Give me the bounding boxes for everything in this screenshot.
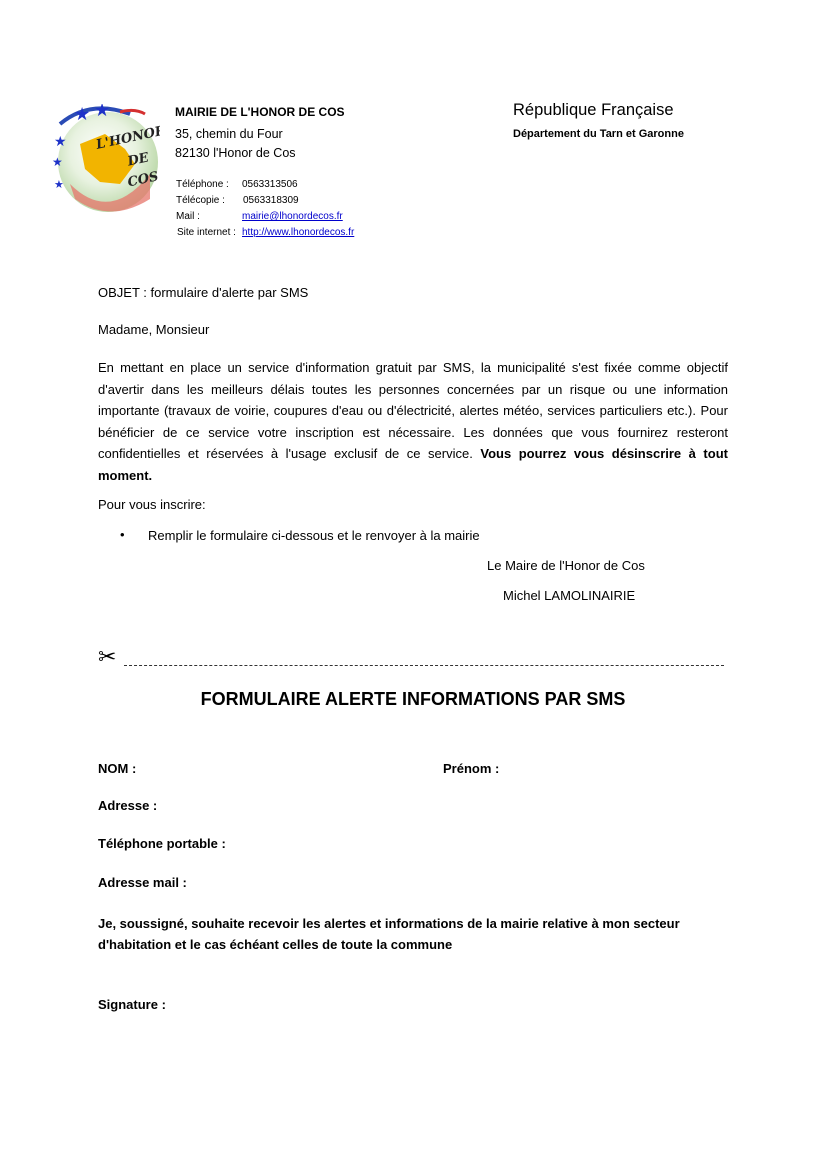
letter-salutation: Madame, Monsieur <box>98 322 210 337</box>
form-title: FORMULAIRE ALERTE INFORMATIONS PAR SMS <box>200 689 626 709</box>
mail-link[interactable]: mairie@lhonordecos.fr <box>242 211 343 222</box>
svg-text:★: ★ <box>94 104 111 121</box>
adresse-label: Adresse : <box>98 798 158 813</box>
logo-text-line2: DE <box>126 150 151 170</box>
bullet-icon: • <box>120 527 125 542</box>
mail-label: Mail : <box>176 211 200 222</box>
org-name: MAIRIE DE L'HONOR DE COS <box>175 105 345 119</box>
prenom-label: Prénom : <box>443 761 500 776</box>
letter-paragraph <box>98 357 728 486</box>
signature-label: Signature : <box>98 997 166 1012</box>
phone-value: 0563313506 <box>242 179 298 190</box>
fax-value: 0563318309 <box>243 195 299 206</box>
mail-field-label: Adresse mail : <box>98 875 187 890</box>
cut-dashed-line <box>124 665 724 666</box>
department-name: Département du Tarn et Garonne <box>513 128 684 140</box>
signup-intro: Pour vous inscrire: <box>98 497 206 512</box>
svg-text:★: ★ <box>54 178 64 191</box>
fax-label: Télécopie : <box>176 195 225 206</box>
org-street: 35, chemin du Four <box>175 127 283 141</box>
nom-label: NOM : <box>98 761 137 776</box>
logo-text-line3: COS <box>126 169 160 191</box>
svg-text:★: ★ <box>52 155 63 169</box>
website-label: Site internet : <box>177 227 236 238</box>
org-city: 82130 l'Honor de Cos <box>175 146 296 160</box>
phone-label: Téléphone : <box>176 179 229 190</box>
republic-title: République Française <box>513 101 674 119</box>
signatory-title: Le Maire de l'Honor de Cos <box>487 558 645 573</box>
svg-text:★: ★ <box>74 104 91 125</box>
signatory-name: Michel LAMOLINAIRIE <box>503 588 636 603</box>
paragraph-text: En mettant en place un service d'information gratuit par SMS, la municipalité s'est fixée comme objectif d'avertir dans les meilleurs délais toutes les personnes concernées par un risque ou une information importante (travaux de voirie, coupures d'eau ou d'électricité, alertes météo, services particuliers etc.). Pour bénéficier de ce service votre inscription est nécessaire. Les données que vous fournirez resteront confidentielles et réservées à l'usage exclusif de ce service. <box>98 360 728 461</box>
website-link[interactable]: http://www.lhonordecos.fr <box>242 227 355 238</box>
letter-subject: OBJET : formulaire d'alerte par SMS <box>98 285 309 300</box>
scissors-icon: ✂ <box>98 645 117 670</box>
telephone-label: Téléphone portable : <box>98 836 226 851</box>
municipality-logo <box>50 104 160 214</box>
bullet-text: Remplir le formulaire ci-dessous et le renvoyer à la mairie <box>148 528 480 543</box>
paragraph-bold-text: Vous pourrez vous désinscrire à tout moment. <box>98 446 728 483</box>
consent-text: Je, soussigné, souhaite recevoir les alertes et informations de la mairie relative à mon secteur d'habitation et le cas échéant celles de toute la commune <box>98 916 680 952</box>
logo-text-line1: L'HONOR <box>94 123 160 153</box>
svg-text:★: ★ <box>54 134 67 150</box>
